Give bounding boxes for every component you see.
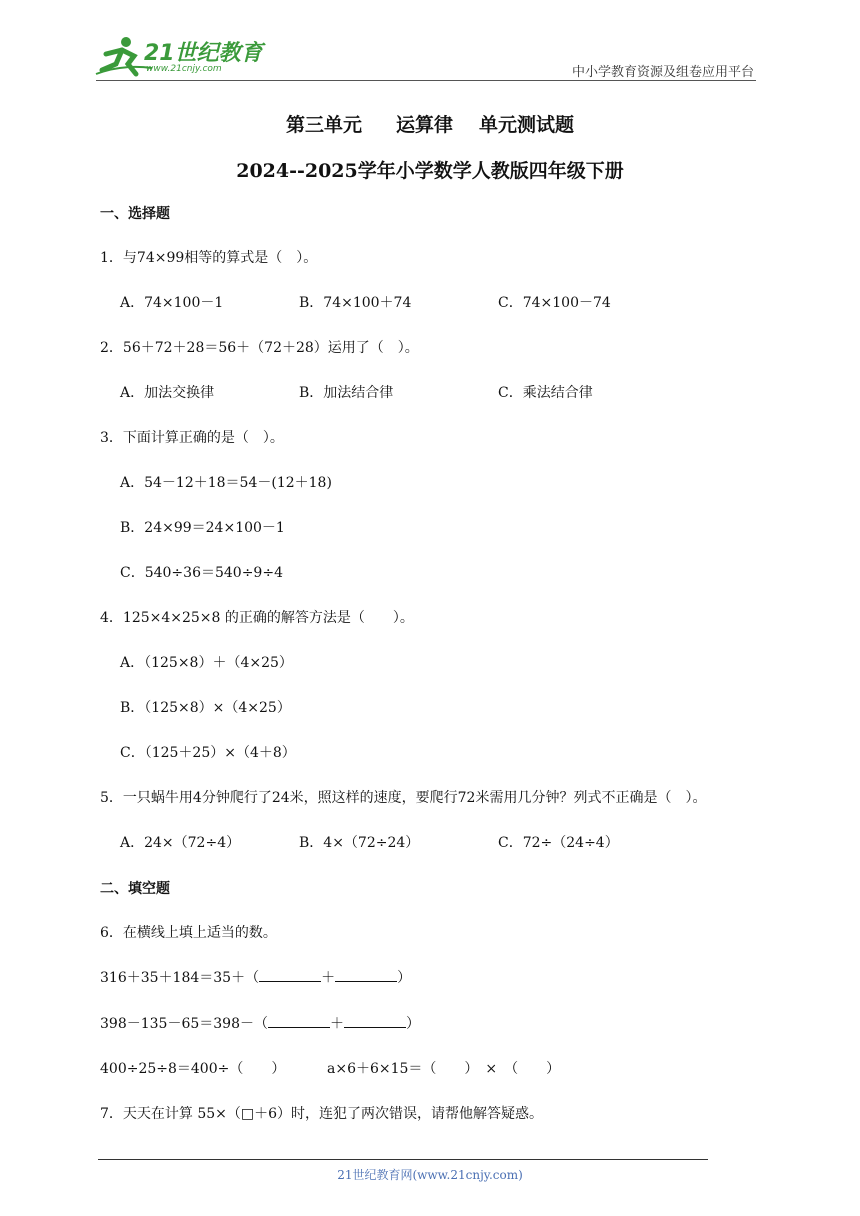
title-unit: 第三单元 xyxy=(285,114,362,136)
question-5-option-c: C．72÷（24÷4） xyxy=(498,835,619,851)
question-7-stem: 7．天天在计算 55×（□＋6）时，连犯了两次错误，请帮他解答疑惑。 xyxy=(100,1106,544,1122)
question-4-option-b: B．（125×8）×（4×25） xyxy=(120,700,291,716)
footer-site-link[interactable]: 21世纪教育网(www.21cnjy.com) xyxy=(337,1168,523,1182)
header-platform-name: 中小学教育资源及组卷应用平台 xyxy=(571,65,754,80)
title-topic: 运算律 xyxy=(395,114,453,136)
question-2-option-c: C．乘法结合律 xyxy=(498,385,593,401)
q6-line1-blank-2[interactable] xyxy=(335,967,397,982)
question-3-option-c: C．540÷36＝540÷9÷4 xyxy=(120,565,283,581)
question-4-option-a: A．（125×8）＋（4×25） xyxy=(120,655,293,671)
title-test: 单元测试题 xyxy=(479,114,575,136)
question-3-stem: 3．下面计算正确的是（ ）。 xyxy=(100,430,284,446)
q6-line2-prefix: 398－135－65＝398－（ xyxy=(100,1016,268,1032)
question-6-line-1 xyxy=(100,967,411,987)
question-2-option-b: B．加法结合律 xyxy=(299,385,394,401)
q6-line2-blank-2[interactable] xyxy=(344,1013,406,1028)
question-6-line-3b: a×6＋6×15＝（ ） × （ ） xyxy=(327,1061,561,1077)
page-subtitle: 2024--2025学年小学数学人教版四年级下册 xyxy=(236,160,624,182)
logo-text: 21世纪教育 xyxy=(144,41,263,66)
header-divider xyxy=(96,80,756,81)
question-4-option-c: C．（125＋25）×（4＋8） xyxy=(120,745,296,761)
question-5-option-a: A．24×（72÷4） xyxy=(120,835,241,851)
q6-line2-suffix: ） xyxy=(405,1016,420,1032)
question-1-stem: 1．与74×99相等的算式是（ ）。 xyxy=(100,250,318,266)
site-logo xyxy=(92,34,262,78)
q6-line2-plus: ＋ xyxy=(329,1016,344,1032)
question-6-line-2 xyxy=(100,1013,420,1033)
logo-url: www.21cnjy.com xyxy=(146,64,222,74)
question-3-option-a: A．54－12＋18＝54－(12＋18) xyxy=(120,475,332,491)
question-6-line-3a: 400÷25÷8＝400÷（ ） xyxy=(100,1061,286,1077)
q6-line2-blank-1[interactable] xyxy=(268,1013,330,1028)
question-3-option-b: B．24×99＝24×100－1 xyxy=(120,520,285,536)
question-5-option-b: B．4×（72÷24） xyxy=(299,835,420,851)
question-5-stem: 5．一只蜗牛用4分钟爬行了24米，照这样的速度，要爬行72米需用几分钟？列式不正确是（ ）。 xyxy=(100,790,707,806)
question-4-stem: 4．125×4×25×8 的正确的解答方法是（ ）。 xyxy=(100,610,414,626)
question-6-stem: 6．在横线上填上适当的数。 xyxy=(100,925,277,941)
question-2-stem: 2．56＋72＋28＝56＋（72＋28）运用了（ ）。 xyxy=(100,340,419,356)
question-2-option-a: A．加法交换律 xyxy=(120,385,215,401)
question-1-option-a: A．74×100－1 xyxy=(120,295,224,311)
q6-line1-plus: ＋ xyxy=(321,970,336,986)
section-fill-heading: 二、填空题 xyxy=(100,881,170,897)
q6-line1-blank-1[interactable] xyxy=(259,967,321,982)
footer-divider xyxy=(98,1159,708,1160)
section-choice-heading: 一、选择题 xyxy=(100,206,170,222)
q6-line1-suffix: ） xyxy=(397,970,412,986)
question-1-option-b: B．74×100＋74 xyxy=(299,295,412,311)
question-1-option-c: C．74×100－74 xyxy=(498,295,611,311)
q6-line1-prefix: 316＋35＋184＝35＋（ xyxy=(100,970,260,986)
page-title xyxy=(0,110,860,137)
